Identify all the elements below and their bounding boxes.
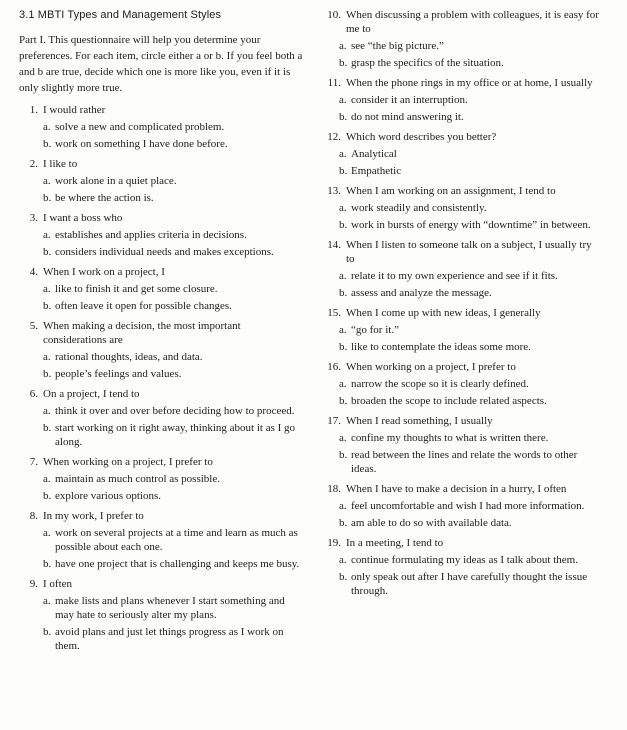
option-b[interactable] [319, 394, 602, 408]
option-letter-a: a. [339, 500, 347, 512]
question-item [319, 536, 602, 598]
option-letter-a: a. [43, 121, 51, 133]
option-a[interactable] [319, 39, 602, 53]
option-b-text: people’s feelings and values. [55, 368, 182, 380]
option-letter-b: b. [43, 300, 52, 312]
question-text: I would rather [43, 104, 106, 116]
question-number: 14. [327, 239, 341, 251]
option-b-text: considers individual needs and makes exceptions. [55, 246, 274, 258]
option-a-text: work alone in a quiet place. [55, 175, 177, 187]
question-text: When working on a project, I prefer to [43, 456, 213, 468]
question-stem [319, 482, 602, 496]
question-stem [19, 265, 305, 279]
question-number: 12. [327, 131, 341, 143]
option-b[interactable] [19, 489, 305, 503]
option-letter-b: b. [339, 287, 348, 299]
question-number: 4. [29, 266, 38, 278]
option-a-text: solve a new and complicated problem. [55, 121, 225, 133]
question-number: 9. [29, 578, 38, 590]
question-item [319, 482, 602, 530]
question-stem [319, 306, 602, 320]
question-number: 15. [327, 307, 341, 319]
question-number: 10. [327, 9, 341, 21]
question-number: 3. [29, 212, 38, 224]
option-b-text: read between the lines and relate the words to other ideas. [351, 449, 578, 475]
option-b[interactable] [19, 557, 305, 571]
option-a-text: think it over and over before deciding how to proceed. [55, 405, 295, 417]
option-a-text: work steadily and consistently. [351, 202, 487, 214]
option-b[interactable] [19, 191, 305, 205]
question-stem [19, 103, 305, 117]
question-item [19, 157, 305, 205]
option-a[interactable] [19, 594, 305, 622]
question-text: When working on a project, I prefer to [346, 361, 516, 373]
question-item [319, 414, 602, 476]
option-letter-a: a. [43, 175, 51, 187]
question-stem [319, 536, 602, 550]
option-a[interactable] [319, 553, 602, 567]
question-stem [319, 360, 602, 374]
question-number: 7. [29, 456, 38, 468]
option-b[interactable] [19, 245, 305, 259]
option-letter-b: b. [339, 111, 348, 123]
option-letter-b: b. [43, 422, 52, 434]
question-text: In a meeting, I tend to [346, 537, 444, 549]
option-a[interactable] [319, 431, 602, 445]
option-letter-b: b. [43, 368, 52, 380]
option-a-text: establishes and applies criteria in decisions. [55, 229, 247, 241]
option-b[interactable] [319, 286, 602, 300]
question-stem [319, 414, 602, 428]
option-letter-b: b. [339, 165, 348, 177]
option-a[interactable] [19, 472, 305, 486]
option-letter-b: b. [43, 558, 52, 570]
option-letter-b: b. [43, 626, 52, 638]
question-text: In my work, I prefer to [43, 510, 144, 522]
question-item [319, 360, 602, 408]
option-b[interactable] [319, 448, 602, 476]
question-text: When making a decision, the most important considerations are [43, 320, 241, 346]
option-b-text: like to contemplate the ideas some more. [351, 341, 531, 353]
option-a[interactable] [319, 201, 602, 215]
right-question-list [319, 8, 602, 598]
question-item [19, 265, 305, 313]
option-letter-a: a. [339, 270, 347, 282]
option-letter-b: b. [43, 138, 52, 150]
left-question-list [19, 103, 305, 653]
option-a-text: make lists and plans whenever I start something and may hate to seriously alter my plans. [55, 595, 285, 621]
option-a[interactable] [19, 404, 305, 418]
option-letter-b: b. [43, 192, 52, 204]
question-stem [319, 8, 602, 36]
question-number: 6. [29, 388, 38, 400]
option-a-text: rational thoughts, ideas, and data. [55, 351, 203, 363]
option-a[interactable] [19, 120, 305, 134]
option-a[interactable] [319, 93, 602, 107]
option-letter-a: a. [43, 595, 51, 607]
question-text: I want a boss who [43, 212, 123, 224]
question-number: 16. [327, 361, 341, 373]
option-a[interactable] [319, 377, 602, 391]
option-a[interactable] [319, 499, 602, 513]
question-stem [19, 157, 305, 171]
option-a-text: continue formulating my ideas as I talk about them. [351, 554, 578, 566]
option-a[interactable] [19, 282, 305, 296]
option-b[interactable] [19, 299, 305, 313]
option-a-text: feel uncomfortable and wish I had more information. [351, 500, 585, 512]
option-a[interactable] [19, 228, 305, 242]
question-item [19, 509, 305, 571]
option-a-text: like to finish it and get some closure. [55, 283, 218, 295]
question-number: 18. [327, 483, 341, 495]
question-text: When the phone rings in my office or at home, I usually [346, 77, 593, 89]
question-item [19, 103, 305, 151]
option-b[interactable] [19, 421, 305, 449]
option-letter-b: b. [339, 571, 348, 583]
question-number: 2. [29, 158, 38, 170]
option-letter-a: a. [339, 378, 347, 390]
option-b[interactable] [319, 56, 602, 70]
option-letter-b: b. [339, 341, 348, 353]
option-b-text: do not mind answering it. [351, 111, 464, 123]
option-letter-a: a. [43, 473, 51, 485]
option-letter-a: a. [43, 527, 51, 539]
option-b-text: Empathetic [351, 165, 402, 177]
question-text: When I have to make a decision in a hurry, I often [346, 483, 567, 495]
option-b-text: often leave it open for possible changes. [55, 300, 232, 312]
option-b-text: only speak out after I have carefully thought the issue through. [351, 571, 588, 597]
question-item [19, 319, 305, 381]
option-letter-b: b. [43, 246, 52, 258]
question-stem [19, 577, 305, 591]
option-b-text: avoid plans and just let things progress as I work on them. [55, 626, 284, 652]
option-b[interactable] [319, 110, 602, 124]
option-a-text: maintain as much control as possible. [55, 473, 220, 485]
option-letter-a: a. [43, 229, 51, 241]
question-stem [19, 455, 305, 469]
question-number: 13. [327, 185, 341, 197]
option-a-text: relate it to my own experience and see if it fits. [351, 270, 558, 282]
option-b-text: am able to do so with available data. [351, 517, 512, 529]
option-b[interactable] [19, 367, 305, 381]
question-text: I like to [43, 158, 78, 170]
question-item [19, 211, 305, 259]
question-number: 11. [327, 77, 341, 89]
question-text: On a project, I tend to [43, 388, 140, 400]
option-a-text: consider it an interruption. [351, 94, 468, 106]
option-b[interactable] [319, 218, 602, 232]
option-b-text: have one project that is challenging and keeps me busy. [55, 558, 300, 570]
question-text: When I am working on an assignment, I tend to [346, 185, 556, 197]
option-b-text: broaden the scope to include related aspects. [351, 395, 547, 407]
option-a-text: “go for it.” [351, 324, 399, 336]
option-a[interactable] [319, 323, 602, 337]
option-b-text: work in bursts of energy with “downtime” in between. [351, 219, 591, 231]
option-letter-b: b. [339, 517, 348, 529]
option-b[interactable] [319, 516, 602, 530]
page-title: 3.1 MBTI Types and Management Styles [19, 9, 222, 21]
option-letter-b: b. [339, 57, 348, 69]
option-letter-a: a. [339, 554, 347, 566]
option-b[interactable] [19, 625, 305, 653]
option-letter-b: b. [43, 490, 52, 502]
option-letter-b: b. [339, 219, 348, 231]
option-letter-b: b. [339, 449, 348, 461]
question-number: 17. [327, 415, 341, 427]
question-text: When I come up with new ideas, I generally [346, 307, 541, 319]
question-item [319, 8, 602, 70]
question-item [19, 455, 305, 503]
left-column [19, 8, 305, 659]
option-letter-a: a. [339, 40, 347, 52]
question-text: I often [43, 578, 73, 590]
option-a[interactable] [319, 147, 602, 161]
option-b[interactable] [319, 340, 602, 354]
question-text: When I work on a project, I [43, 266, 165, 278]
option-letter-a: a. [339, 432, 347, 444]
question-stem [319, 130, 602, 144]
option-letter-a: a. [43, 351, 51, 363]
question-text: When I read something, I usually [346, 415, 493, 427]
question-item [319, 130, 602, 178]
question-item [319, 76, 602, 124]
question-text: When I listen to someone talk on a subject, I usually try to [346, 239, 592, 265]
option-a[interactable] [19, 350, 305, 364]
intro-paragraph: Part I. This questionnaire will help you determine your preferences. For each item, circle either a or b. If you feel both a and b are true, decide which one is more like you, even if it is only slightly more true. [19, 34, 303, 94]
question-item [19, 577, 305, 653]
option-a[interactable] [19, 526, 305, 554]
option-letter-b: b. [339, 395, 348, 407]
question-stem [19, 509, 305, 523]
question-number: 19. [327, 537, 341, 549]
option-b-text: assess and analyze the message. [351, 287, 492, 299]
question-stem [19, 319, 305, 347]
question-item [19, 387, 305, 449]
question-item [319, 184, 602, 232]
question-item [319, 238, 602, 300]
question-text: When discussing a problem with colleagues, it is easy for me to [346, 9, 599, 35]
option-letter-a: a. [339, 324, 347, 336]
option-a-text: see “the big picture.” [351, 40, 444, 52]
option-letter-a: a. [43, 283, 51, 295]
option-a-text: narrow the scope so it is clearly defined. [351, 378, 529, 390]
option-b-text: explore various options. [55, 490, 162, 502]
option-letter-a: a. [43, 405, 51, 417]
option-a[interactable] [19, 174, 305, 188]
option-a-text: work on several projects at a time and learn as much as possible about each one. [55, 527, 298, 553]
question-number: 1. [29, 104, 38, 116]
question-text: Which word describes you better? [346, 131, 497, 143]
question-stem [319, 184, 602, 198]
question-stem [319, 238, 602, 266]
option-a-text: Analytical [351, 148, 397, 160]
question-stem [19, 387, 305, 401]
option-letter-a: a. [339, 202, 347, 214]
option-b[interactable] [319, 164, 602, 178]
option-b-text: be where the action is. [55, 192, 154, 204]
option-a-text: confine my thoughts to what is written there. [351, 432, 549, 444]
option-a[interactable] [319, 269, 602, 283]
option-letter-a: a. [339, 148, 347, 160]
question-stem [319, 76, 602, 90]
right-column [319, 8, 602, 604]
option-b[interactable] [19, 137, 305, 151]
question-number: 5. [29, 320, 38, 332]
option-b-text: grasp the specifics of the situation. [351, 57, 504, 69]
option-b[interactable] [319, 570, 602, 598]
option-letter-a: a. [339, 94, 347, 106]
question-number: 8. [29, 510, 38, 522]
option-b-text: start working on it right away, thinking about it as I go along. [55, 422, 296, 448]
option-b-text: work on something I have done before. [55, 138, 228, 150]
question-stem [19, 211, 305, 225]
question-item [319, 306, 602, 354]
